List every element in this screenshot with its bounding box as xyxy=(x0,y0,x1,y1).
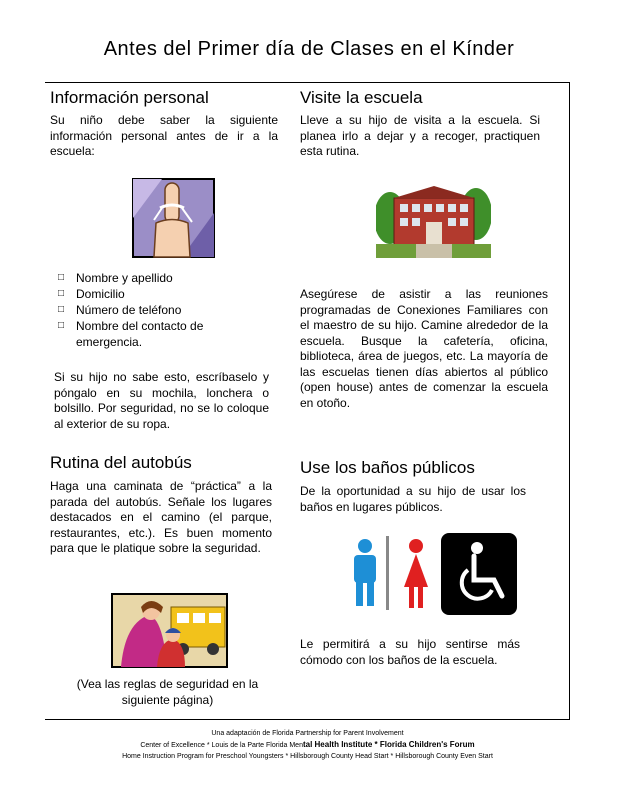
restrooms-text-1: De la oportunidad a su hijo de usar los baños en lugares públicos. xyxy=(300,484,526,514)
visit-text-1: Lleve a su hijo de visita a la escuela. Si planea irlo a dejar y a recoger, practiquen esta rutina. xyxy=(300,113,540,158)
bottom-divider xyxy=(45,719,570,720)
bus-stop-image xyxy=(111,593,228,668)
wheelchair-icon xyxy=(441,533,517,615)
list-item: □ Nombre del contacto de emergencia. xyxy=(58,318,268,350)
footer-line-2a: Center of Excellence * Louis de la Parte Florida Men xyxy=(140,742,303,749)
visit-text-2: Asegúrese de asistir a las reuniones programadas de Conexiones Familiares con el maestro de su hijo. Camine alrededor de la escuela. Busque la cafetería, oficina, biblioteca, área de juegos, etc. La mayoría de las escuelas tienen días abiertos al público (open house) antes de comenzar la escuela en otoño. xyxy=(300,287,548,410)
footer-line-2b: tal Health Institute * Florida Children's Forum xyxy=(302,740,475,749)
list-item: □ Nombre y apellido xyxy=(58,270,268,286)
bus-text: Haga una caminata de “práctica” a la parada del autobús. Señale los lugares destacados en el camino (el parque, restaurantes, etc.). Es buen momento para que le platique sobre la seguridad. xyxy=(50,479,272,555)
personal-heading: Información personal xyxy=(50,88,209,107)
finger-string-image xyxy=(132,178,215,258)
woman-icon xyxy=(404,539,428,608)
restrooms-text-2: Le permitirá a su hijo sentirse más cómodo con los baños de la escuela. xyxy=(300,637,520,667)
personal-note: Si su hijo no sabe esto, escríbaselo y póngalo en su mochila, lonchera o bolsillo. Por seguridad, no se lo coloque al exterior de su ropa. xyxy=(54,370,269,431)
footer-line-2 xyxy=(45,739,570,751)
footer-line-1: Una adaptación de Florida Partnership for Parent Involvement xyxy=(211,730,404,737)
list-item: □ Domicilio xyxy=(58,286,268,302)
restrooms-heading: Use los baños públicos xyxy=(300,458,475,477)
personal-intro: Su niño debe saber la siguiente información personal antes de ir a la escuela: xyxy=(50,113,278,158)
list-item: □ Número de teléfono xyxy=(58,302,268,318)
school-building-image xyxy=(376,178,491,258)
footer-credits xyxy=(45,728,570,762)
bus-heading: Rutina del autobús xyxy=(50,453,192,472)
man-icon xyxy=(354,539,376,606)
footer-line-3: Home Instruction Program for Preschool Youngsters * Hillsborough County Head Start * Hillsborough County Even Start xyxy=(122,753,493,760)
personal-info-list xyxy=(58,270,268,350)
bus-caption: (Vea las reglas de seguridad en la siguiente página) xyxy=(76,677,259,707)
top-divider xyxy=(45,82,570,83)
right-divider xyxy=(569,82,570,719)
page-title: Antes del Primer día de Clases en el Kínder xyxy=(103,38,515,60)
restroom-signs-image xyxy=(346,532,518,616)
visit-heading: Visite la escuela xyxy=(300,88,423,107)
